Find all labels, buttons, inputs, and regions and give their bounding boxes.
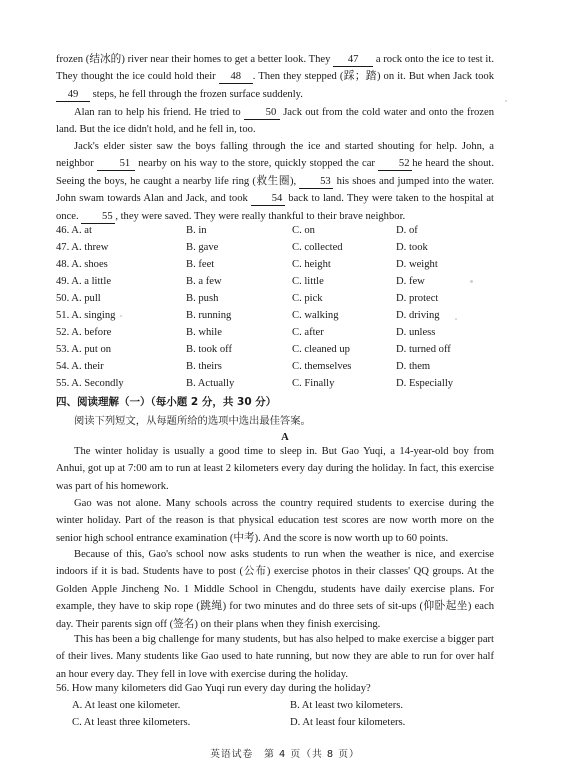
option-a[interactable]: 53. A. put on bbox=[56, 344, 112, 355]
option-c[interactable]: C. walking bbox=[292, 310, 339, 321]
option-d[interactable]: D. of bbox=[396, 225, 418, 236]
option-row-50 bbox=[56, 293, 496, 310]
cloze-text: he heard the shout. Seeing the boys, he caught a nearby life ring (救生圈), bbox=[56, 158, 494, 187]
blank-47: 47 bbox=[333, 54, 373, 67]
blank-50: 50 bbox=[244, 107, 280, 120]
option-row-51 bbox=[56, 310, 496, 327]
option-row-54 bbox=[56, 361, 496, 378]
scan-speck bbox=[455, 318, 457, 320]
option-b[interactable]: B. At least two kilometers. bbox=[290, 700, 403, 711]
question-56-options-row-2 bbox=[72, 717, 512, 734]
cloze-text: , they were saved. They were really thankful to their brave neighbor. bbox=[115, 210, 406, 222]
scan-speck bbox=[120, 315, 122, 317]
option-b[interactable]: B. while bbox=[186, 327, 222, 338]
blank-54: 54 bbox=[251, 193, 285, 206]
cloze-text: steps, he fell through the frozen surface suddenly. bbox=[92, 88, 303, 100]
option-d[interactable]: D. driving bbox=[396, 310, 440, 321]
option-a[interactable]: 48. A. shoes bbox=[56, 259, 108, 270]
cloze-paragraph-2 bbox=[56, 104, 494, 139]
option-b[interactable]: B. running bbox=[186, 310, 232, 321]
blank-52: 52 bbox=[378, 158, 412, 171]
passage-paragraph: This has been a big challenge for many students, but has also helped to make exercise a bigger part of their lives. Many students like Gao used to hate running, but now they are able to run for over half an hour every day. They fell in love with exercise during the holiday. bbox=[56, 634, 494, 680]
option-c[interactable]: C. little bbox=[292, 276, 324, 287]
question-text: 56. How many kilometers did Gao Yuqi run every day during the holiday? bbox=[56, 683, 371, 694]
option-a[interactable]: 46. A. at bbox=[56, 225, 92, 236]
question-56-stem bbox=[56, 683, 496, 700]
cloze-paragraph-1 bbox=[56, 51, 494, 103]
option-a[interactable]: 54. A. their bbox=[56, 361, 104, 372]
option-a[interactable]: 49. A. a little bbox=[56, 276, 112, 287]
question-56-options-row-1 bbox=[72, 700, 512, 717]
option-c[interactable]: C. themselves bbox=[292, 361, 352, 372]
scan-speck bbox=[470, 280, 473, 283]
option-c[interactable]: C. after bbox=[292, 327, 324, 338]
option-row-46 bbox=[56, 225, 496, 242]
passage-paragraph: Because of this, Gao's school now asks students to run when the weather is nice, and exercise indoors if it is bad. Students have to post (公布) exercise photos in their classes' QQ groups. At the Golden Apple Jincheng No. 1 Middle School in Chengdu, students have daily exercise plans. For example, they have to skip rope (跳绳) for two minutes and do three sets of sit-ups (仰卧起坐) each day. Their parents sign off (签名) on their plans when they finish exercising. bbox=[56, 549, 494, 630]
option-c[interactable]: C. At least three kilometers. bbox=[72, 717, 191, 728]
option-c[interactable]: C. pick bbox=[292, 293, 323, 304]
option-a[interactable]: 51. A. singing bbox=[56, 310, 116, 321]
option-d[interactable]: D. unless bbox=[396, 327, 436, 338]
blank-48: 48 bbox=[219, 71, 253, 84]
cloze-text: Jack's elder sister saw the boys falling through the ice and started shouting for help. John, a neighbor bbox=[56, 141, 494, 170]
cloze-paragraph-3 bbox=[56, 138, 494, 225]
option-d[interactable]: D. few bbox=[396, 276, 425, 287]
option-d[interactable]: D. weight bbox=[396, 259, 438, 270]
cloze-text: frozen (结冰的) river near their homes to get a better look. They bbox=[56, 54, 331, 65]
option-row-48 bbox=[56, 259, 496, 276]
blank-53: 53 bbox=[299, 176, 333, 189]
option-d[interactable]: D. turned off bbox=[396, 344, 451, 355]
option-c[interactable]: C. Finally bbox=[292, 378, 335, 389]
option-c[interactable]: C. cleaned up bbox=[292, 344, 350, 355]
section-instruction: 阅读下列短文，从每题所给的选项中选出最佳答案。 bbox=[74, 415, 311, 427]
scan-speck bbox=[505, 100, 507, 102]
option-c[interactable]: C. collected bbox=[292, 242, 343, 253]
option-b[interactable]: B. gave bbox=[186, 242, 219, 253]
option-c[interactable]: C. height bbox=[292, 259, 331, 270]
cloze-text: his shoes and jumped into the water. John swam towards Alan and Jack, and took bbox=[56, 175, 494, 205]
blank-51: 51 bbox=[97, 158, 135, 171]
option-a[interactable]: A. At least one kilometer. bbox=[72, 700, 181, 711]
cloze-text: nearby on his way to the store, quickly stopped the car bbox=[138, 158, 375, 170]
option-b[interactable]: B. feet bbox=[186, 259, 215, 270]
option-row-47 bbox=[56, 242, 496, 259]
cloze-text: Alan ran to help his friend. He tried to bbox=[74, 107, 241, 118]
option-row-49 bbox=[56, 276, 496, 293]
option-b[interactable]: B. took off bbox=[186, 344, 233, 355]
cloze-text: Jack out from the cold water and onto the frozen land. But the ice didn't hold, and he fell in, too. bbox=[56, 107, 494, 136]
option-b[interactable]: B. in bbox=[186, 225, 207, 236]
passage-paragraph: Gao was not alone. Many schools across the country required students to exercise during the winter holiday. Part of the reason is that physical education test scores are now worth more on the senior high school entrance examination (中考). And the score is now worth up to 60 points. bbox=[56, 498, 494, 544]
option-d[interactable]: D. took bbox=[396, 242, 428, 253]
option-a[interactable]: 52. A. before bbox=[56, 327, 112, 338]
option-d[interactable]: D. Especially bbox=[396, 378, 454, 389]
cloze-text: a rock onto the ice to test it. They thought the ice could hold their bbox=[56, 54, 494, 83]
option-row-55 bbox=[56, 378, 496, 395]
option-a[interactable]: 47. A. threw bbox=[56, 242, 109, 253]
option-a[interactable]: 50. A. pull bbox=[56, 293, 101, 304]
cloze-text: back to land. They were taken to the hospital at once. bbox=[56, 193, 494, 222]
option-row-53 bbox=[56, 344, 496, 361]
blank-49: 49 bbox=[56, 89, 90, 102]
option-b[interactable]: B. push bbox=[186, 293, 219, 304]
option-c[interactable]: C. on bbox=[292, 225, 315, 236]
option-a[interactable]: 55. A. Secondly bbox=[56, 378, 124, 389]
cloze-text: . Then they stepped (踩；踏) on it. But when Jack took bbox=[252, 71, 494, 83]
option-d[interactable]: D. At least four kilometers. bbox=[290, 717, 406, 728]
option-d[interactable]: D. them bbox=[396, 361, 431, 372]
option-b[interactable]: B. theirs bbox=[186, 361, 222, 372]
page-footer: 英语试卷 第 4 页（共 8 页） bbox=[210, 749, 360, 760]
section-heading: 四、阅读理解（一）（每小题 2 分，共 30 分） bbox=[56, 396, 277, 408]
passage-label: A bbox=[281, 432, 289, 443]
blank-55: 55 bbox=[81, 211, 115, 224]
passage-paragraph: The winter holiday is usually a good time to sleep in. But Gao Yuqi, a 14-year-old boy from Anhui, got up at 7:00 am to run at least 2 kilometers every day during the holiday. In fact, this exercise was part of his homework. bbox=[56, 446, 494, 492]
option-b[interactable]: B. a few bbox=[186, 276, 222, 287]
option-row-52 bbox=[56, 327, 496, 344]
option-d[interactable]: D. protect bbox=[396, 293, 439, 304]
option-b[interactable]: B. Actually bbox=[186, 378, 235, 389]
